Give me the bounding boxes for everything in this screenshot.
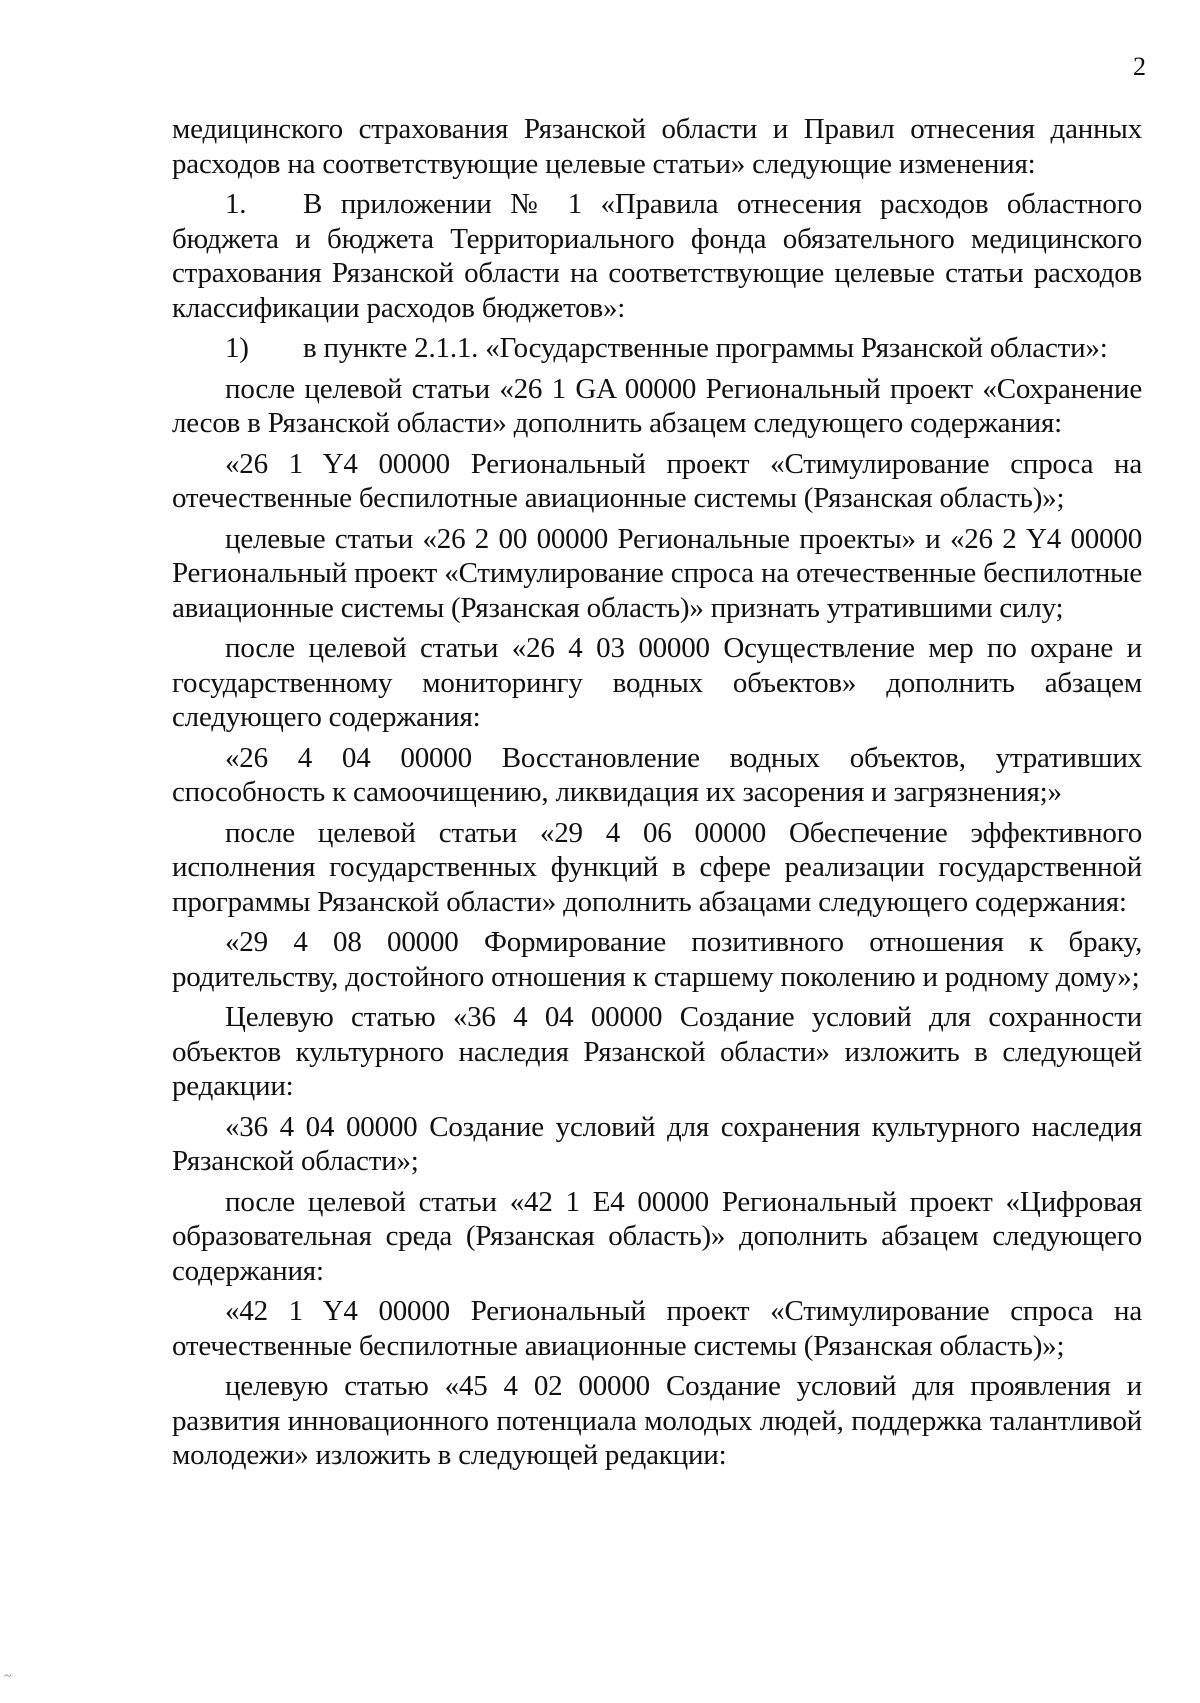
paragraph-item-1 — [172, 187, 1142, 325]
page-number: 2 — [1133, 52, 1146, 81]
paragraph-continuation: медицинского страхования Рязанской области и Правил отнесения данных расходов на соответствующие целевые статьи» следующие изменения: — [172, 113, 1142, 180]
paragraph: после целевой статьи «26 4 03 00000 Осуществление мер по охране и государственному мониторингу водных объектов» дополнить абзацем следующего содержания: — [172, 632, 1142, 733]
paragraph: после целевой статьи «26 1 GA 00000 Региональный проект «Сохранение лесов в Рязанской области» дополнить абзацем следующего содержания: — [172, 372, 1142, 439]
paragraph: целевые статьи «26 2 00 00000 Региональные проекты» и «26 2 Y4 00000 Региональный проект «Стимулирование спроса на отечественные беспилотные авиационные системы (Рязанская область)» признать утратившими силу; — [172, 522, 1142, 624]
paragraph-quote: «29 4 08 00000 Формирование позитивного отношения к браку, родительству, достойного отношения к старшему поколению и родному дому»; — [172, 926, 1142, 993]
paragraph-quote: «36 4 04 00000 Создание условий для сохранения культурного наследия Рязанской области»; — [172, 1110, 1142, 1177]
paragraph: после целевой статьи «42 1 Е4 00000 Региональный проект «Цифровая образовательная среда (Рязанская область)» дополнить абзацем следующего содержания: — [172, 1185, 1142, 1287]
subitem-text: в пункте 2.1.1. «Государственные программы Рязанской области»: — [303, 332, 1108, 364]
paragraph-subitem-1 — [172, 331, 1142, 366]
paragraph: целевую статью «45 4 02 00000 Создание условий для проявления и развития инновационного потенциала молодых людей, поддержка талантливой молодежи» изложить в следующей редакции: — [172, 1370, 1142, 1471]
scan-corner-mark: ~ — [4, 1669, 12, 1684]
paragraph: после целевой статьи «29 4 06 00000 Обеспечение эффективного исполнения государственных функций в сфере реализации государственной программы Рязанской области» дополнить абзацами следующего содержания: — [172, 816, 1142, 918]
paragraph-quote: «26 1 Y4 00000 Региональный проект «Стимулирование спроса на отечественные беспилотные авиационные системы (Рязанская область)»; — [172, 447, 1142, 514]
item-number: 1. — [225, 188, 247, 220]
paragraph-quote: «26 4 04 00000 Восстановление водных объектов, утративших способность к самоочищению, ликвидация их засорения и загрязнения;» — [172, 741, 1142, 808]
paragraph: Целевую статью «36 4 04 00000 Создание условий для сохранности объектов культурного наследия Рязанской области» изложить в следующей редакции: — [172, 1001, 1142, 1102]
subitem-number: 1) — [225, 332, 249, 364]
paragraph-quote: «42 1 Y4 00000 Региональный проект «Стимулирование спроса на отечественные беспилотные авиационные системы (Рязанская область)»; — [172, 1295, 1142, 1362]
document-body — [172, 112, 1142, 1479]
item-text: В приложении № 1 «Правила отнесения расходов областного бюджета и бюджета Территориального фонда обязательного медицинского страхования Рязанской области на соответствующие целевые статьи расходов классификации расходов бюджетов»: — [172, 188, 1142, 324]
